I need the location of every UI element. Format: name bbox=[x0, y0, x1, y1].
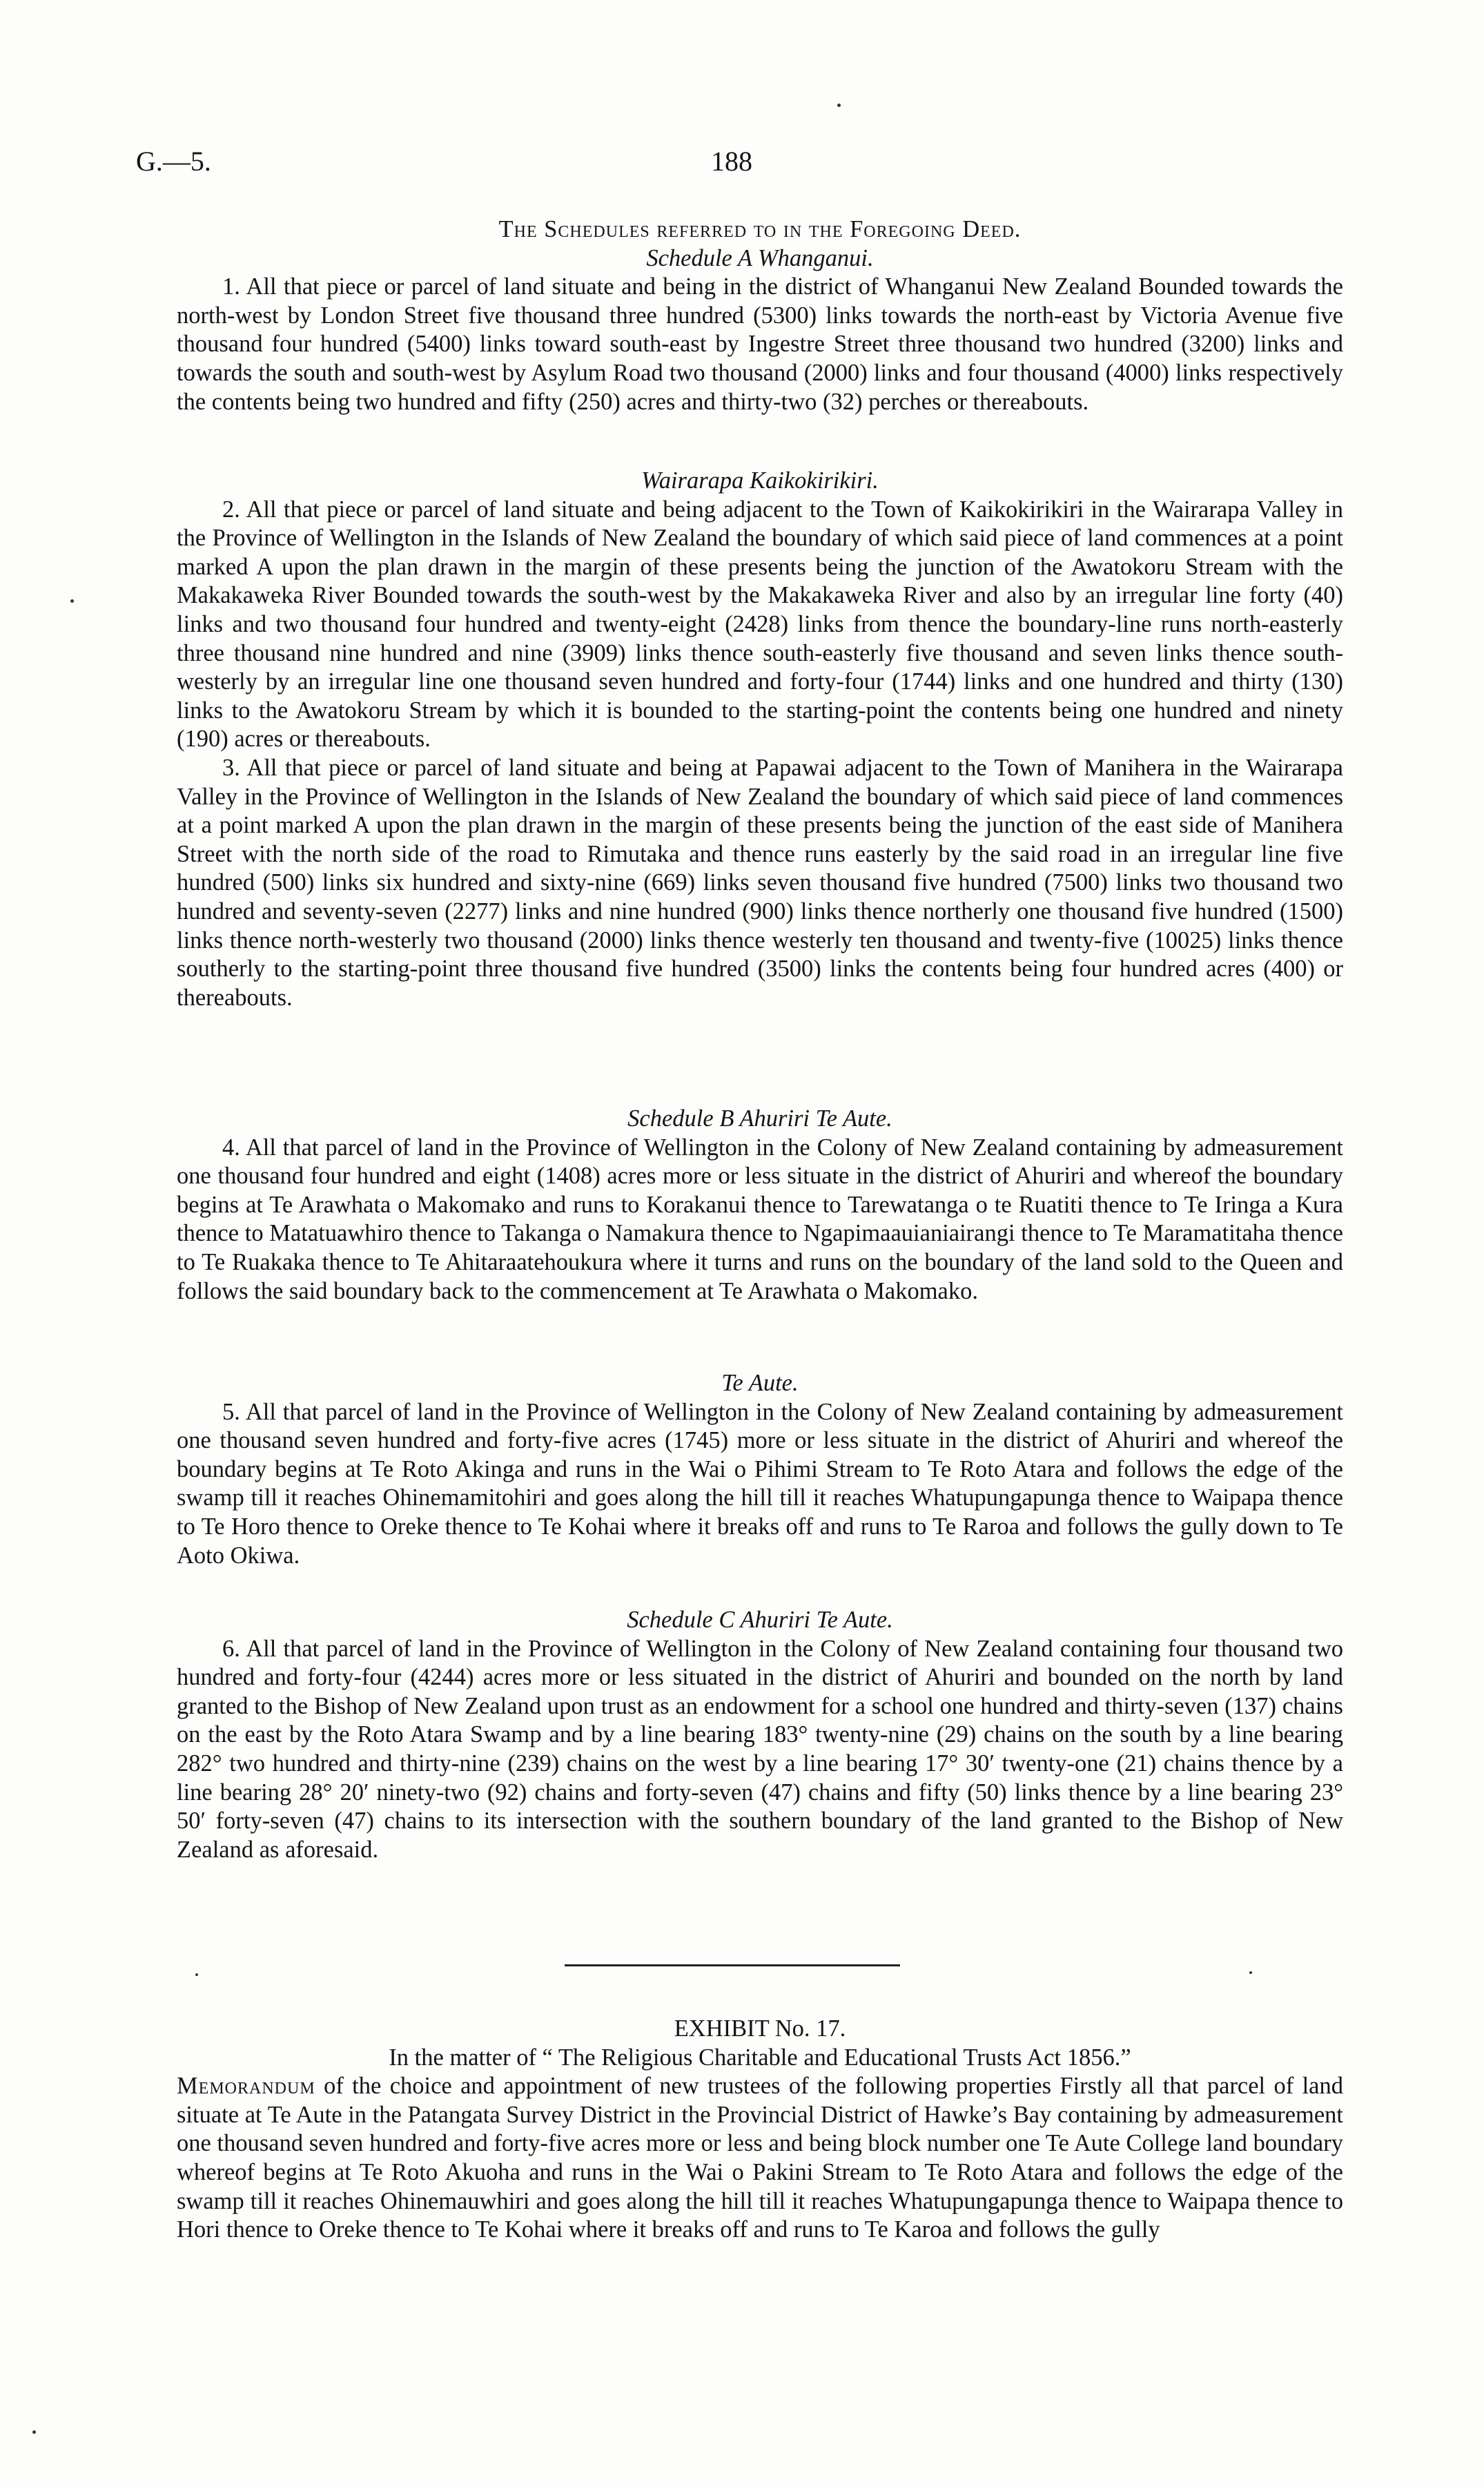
exhibit-matter: In the matter of “ The Religious Charitable and Educational Trusts Act 1856.” bbox=[389, 2044, 1131, 2071]
scan-speck bbox=[837, 104, 841, 107]
page-number: 188 bbox=[711, 146, 752, 177]
schedule-b-section bbox=[177, 1105, 1343, 1306]
exhibit-section bbox=[177, 2015, 1343, 2245]
wairarapa-heading: Wairarapa Kaikokirikiri. bbox=[641, 467, 879, 494]
memorandum-label: Memorandum bbox=[177, 2073, 315, 2100]
schedule-c-section bbox=[177, 1606, 1343, 1864]
scan-speck bbox=[70, 599, 74, 603]
memorandum-paragraph bbox=[177, 2072, 1343, 2245]
paragraph-4: 4. All that parcel of land in the Province of Wellington in the Colony of New Zealand containing by admeasurement one thousand four hundred and eight (1408) acres more or less situate in the district of Ahuriri and whereof the boundary begins at Te Arawhata o Makomako and runs to Korakanui thence to Tarewatanga o te Ruatiti thence to Te Iringa a Kura thence to Matatuawhiro thence to Takanga o Namakura thence to Ngapimaauianiairangi thence to Te Maramatitaha thence to Te Ruakaka thence to Te Ahitaraatehoukura where it turns and runs on the boundary of the land sold to the Queen and follows the said boundary back to the commencement at Te Arawhata o Makomako. bbox=[177, 1134, 1343, 1304]
schedules-title: The Schedules referred to in the Foregoing Deed. bbox=[498, 216, 1022, 242]
series-number: G.—5. bbox=[136, 146, 211, 177]
paragraph-5: 5. All that parcel of land in the Province of Wellington in the Colony of New Zealand containing by admeasurement one thousand seven hundred and forty-five acres (1745) more or less situate in the district of Ahuriri and whereof the boundary begins at Te Roto Akinga and runs in the Wai o Pihimi Stream to Te Roto Atara and follows the edge of the swamp till it reaches Ohinemamitohiri and goes along the hill till it reaches Whatupungapunga thence to Waipapa thence to Te Horo thence to Oreke thence to Te Kohai where it breaks off and runs to Te Raroa and follows the gully down to Te Aoto Okiwa. bbox=[177, 1398, 1343, 1569]
exhibit-title: EXHIBIT No. 17. bbox=[674, 2015, 846, 2042]
wairarapa-section bbox=[177, 467, 1343, 1012]
te-aute-section bbox=[177, 1369, 1343, 1570]
schedule-a-section bbox=[177, 215, 1343, 416]
scan-speck bbox=[195, 1973, 198, 1976]
schedule-a-heading: Schedule A Whanganui. bbox=[646, 244, 874, 271]
schedule-b-heading: Schedule B Ahuriri Te Aute. bbox=[627, 1105, 892, 1132]
paragraph-1: 1. All that piece or parcel of land situate and being in the district of Whanganui New Zealand Bounded towards the north-west by London Street five thousand three hundred (5300) links towards the north-east by Victoria Avenue five thousand four hundred (5400) links toward south-east by Ingestre Street three thousand two hundred (3200) links and towards the south and south-west by Asylum Road two thousand (2000) links and four thousand (4000) links respectively the contents being two hundred and fifty (250) acres and thirty-two (32) perches or thereabouts. bbox=[177, 273, 1343, 415]
paragraph-3: 3. All that piece or parcel of land situate and being at Papawai adjacent to the Town of Manihera in the Wairarapa Valley in the Province of Wellington in the Islands of New Zealand the boundary of which said piece of land commences at a point marked A upon the plan drawn in the margin of these presents being the junction of the east side of Manihera Street with the north side of the road to Rimutaka and thence runs easterly by the said road in an irregular line five hundred (500) links six hundred and sixty-nine (669) links seven thousand five hundred (7500) links two thousand two hundred and seventy-seven (2277) links and nine hundred (900) links thence northerly one thousand five hundred (1500) links thence north-westerly two thousand (2000) links thence westerly ten thousand and twenty-five (10025) links thence southerly to the starting-point three thousand five hundred (3500) links the contents being four hundred acres (400) or thereabouts. bbox=[177, 754, 1343, 1011]
section-divider bbox=[565, 1964, 900, 1966]
schedule-c-heading: Schedule C Ahuriri Te Aute. bbox=[627, 1607, 893, 1633]
te-aute-heading: Te Aute. bbox=[721, 1370, 799, 1396]
paragraph-2: 2. All that piece or parcel of land situate and being adjacent to the Town of Kaikokirikiri in the Wairarapa Valley in the Province of Wellington in the Islands of New Zealand the boundary of which said piece of land commences at a point marked A upon the plan drawn in the margin of these presents being the junction of the Awatokoru Stream with the Makakaweka River Bounded towards the south-west by the Makakaweka River and also by an irregular line forty (40) links and two thousand four hundred and twenty-eight (2428) links from thence the boundary-line runs north-easterly three thousand nine hundred and nine (3909) links thence south-easterly five thousand and seven links thence south-westerly by an irregular line one thousand seven hundred and forty-four (1744) links and one hundred and thirty (130) links to the Awatokoru Stream by which it is bounded to the starting-point the contents being one hundred and ninety (190) acres or thereabouts. bbox=[177, 496, 1343, 753]
paragraph-6: 6. All that parcel of land in the Province of Wellington in the Colony of New Zealand containing four thousand two hundred and forty-four (4244) acres more or less situated in the district of Ahuriri and bounded on the north by land granted to the Bishop of New Zealand upon trust as an endowment for a school one hundred and thirty-seven (137) chains on the east by the Roto Atara Swamp and by a line bearing 183° twenty-nine (29) chains on the south by a line bearing 282° two hundred and thirty-nine (239) chains on the west by a line bearing 17° 30′ twenty-one (21) chains thence by a line bearing 28° 20′ ninety-two (92) chains and forty-seven (47) chains and fifty (50) links thence by a line bearing 23° 50′ forty-seven (47) chains to its intersection with the southern boundary of the land granted to the Bishop of New Zealand as aforesaid. bbox=[177, 1635, 1343, 1863]
scan-speck bbox=[1249, 1971, 1252, 1974]
scan-speck bbox=[32, 2430, 36, 2434]
memorandum-text: of the choice and appointment of new trustees of the following properties Firstly all that parcel of land situate at Te Aute in the Patangata Survey District in the Provincial District of Hawke’s Bay containing by admeasurement one thousand seven hundred and forty-five acres more or less and being block number one Te Aute College land boundary whereof begins at Te Roto Akuoha and runs in the Wai o Pakini Stream to Te Roto Atara and follows the edge of the swamp till it reaches Ohinemauwhiri and goes along the hill till it reaches Whatupungapunga thence to Waipapa thence to Hori thence to Oreke thence to Te Kohai where it breaks off and runs to Te Karoa and follows the gully bbox=[177, 2073, 1343, 2243]
